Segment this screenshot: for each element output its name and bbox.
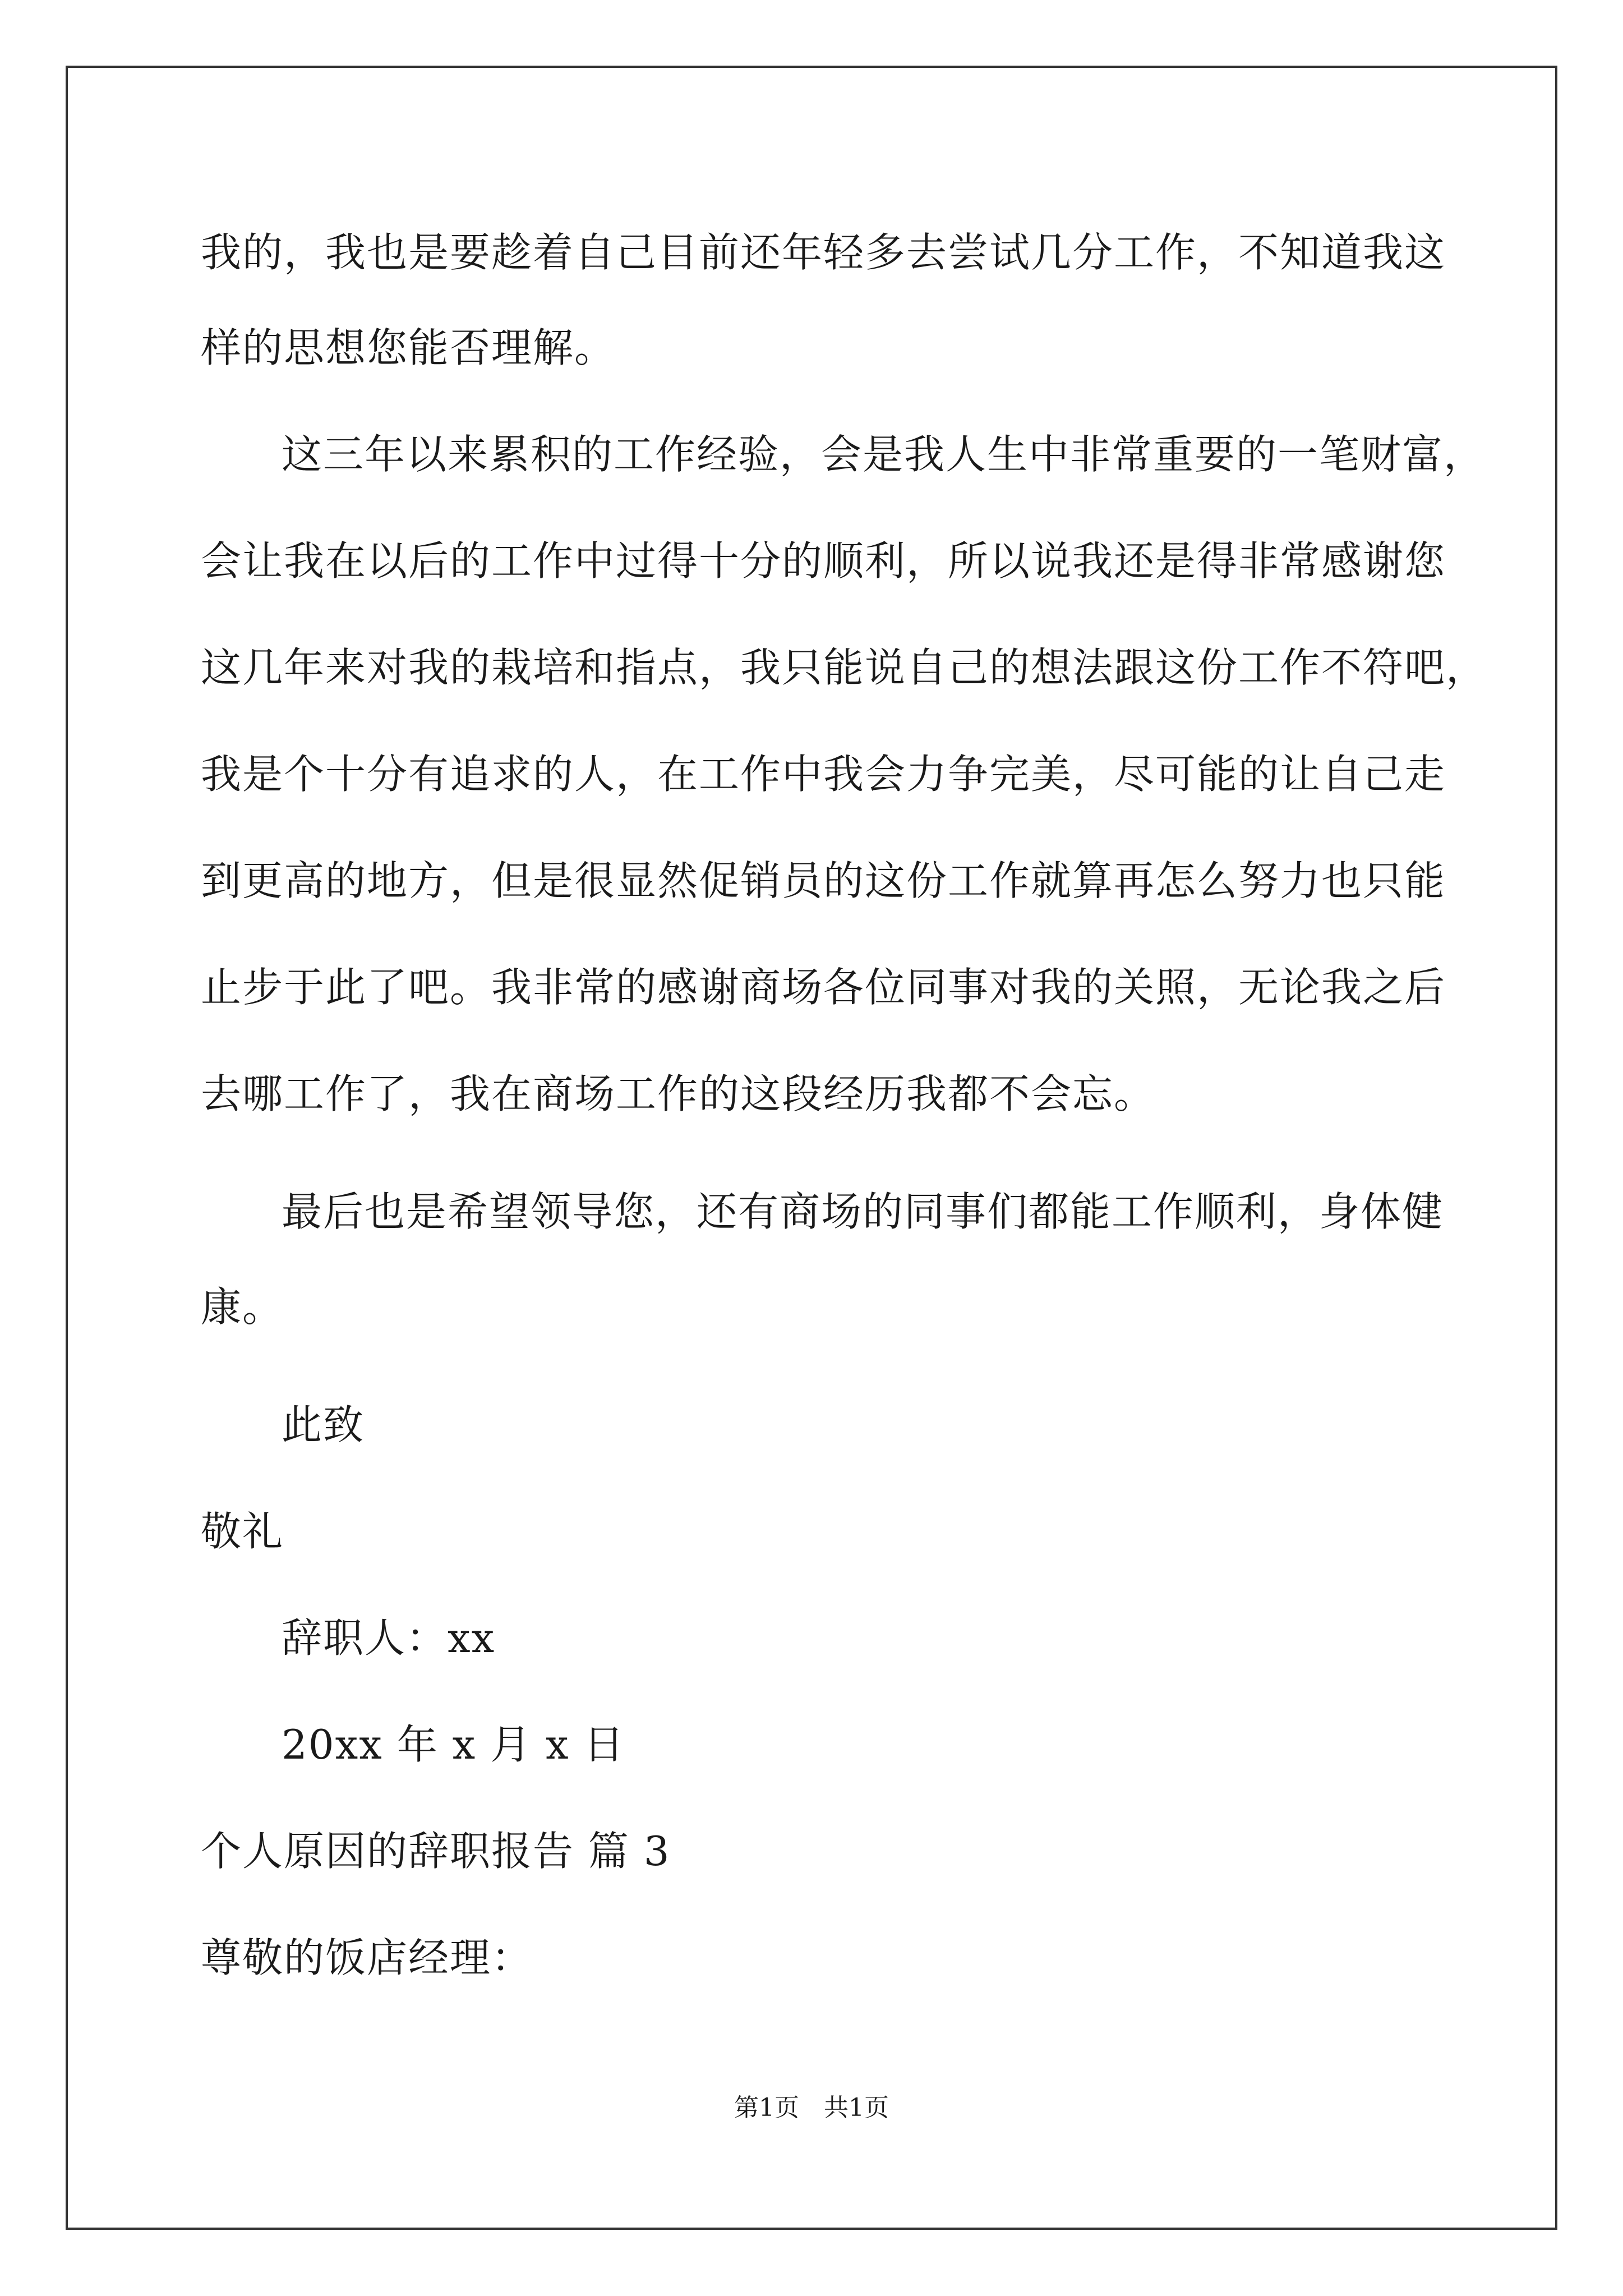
signature-name: 辞职人：xx — [282, 1614, 496, 1662]
page-frame — [66, 66, 1557, 2230]
signature-date: 20xx 年 x 月 x 日 — [282, 1721, 625, 1768]
closing-salutation: 此致 — [282, 1401, 365, 1448]
paragraph-line: 样的思想您能否理解。 — [201, 324, 616, 371]
paragraph-line: 会让我在以后的工作中过得十分的顺利，所以说我还是得非常感谢您 — [201, 537, 1446, 585]
paragraph-line: 去哪工作了，我在商场工作的这段经历我都不会忘。 — [201, 1070, 1156, 1117]
page-footer: 第1页 共1页 — [734, 2093, 889, 2122]
paragraph-line: 我是个十分有追求的人，在工作中我会力争完美，尽可能的让自己走 — [201, 751, 1446, 798]
paragraph-line: 到更高的地方，但是很显然促销员的这份工作就算再怎么努力也只能 — [201, 857, 1446, 904]
paragraph-line: 康。 — [201, 1283, 284, 1331]
paragraph-line: 这几年来对我的栽培和指点，我只能说自己的想法跟这份工作不符吧， — [201, 644, 1488, 691]
paragraph-line: 最后也是希望领导您，还有商场的同事们都能工作顺利，身体健 — [282, 1188, 1444, 1235]
paragraph-line: 这三年以来累积的工作经验，会是我人生中非常重要的一笔财富， — [282, 431, 1486, 478]
paragraph-line: 我的，我也是要趁着自己目前还年轻多去尝试几分工作，不知道我这 — [201, 229, 1446, 276]
paragraph-line: 止步于此了吧。我非常的感谢商场各位同事对我的关照，无论我之后 — [201, 964, 1446, 1011]
letter-greeting: 尊敬的饭店经理： — [201, 1934, 533, 1981]
closing-regards: 敬礼 — [201, 1508, 284, 1555]
section-heading: 个人原因的辞职报告 篇 3 — [201, 1828, 671, 1875]
